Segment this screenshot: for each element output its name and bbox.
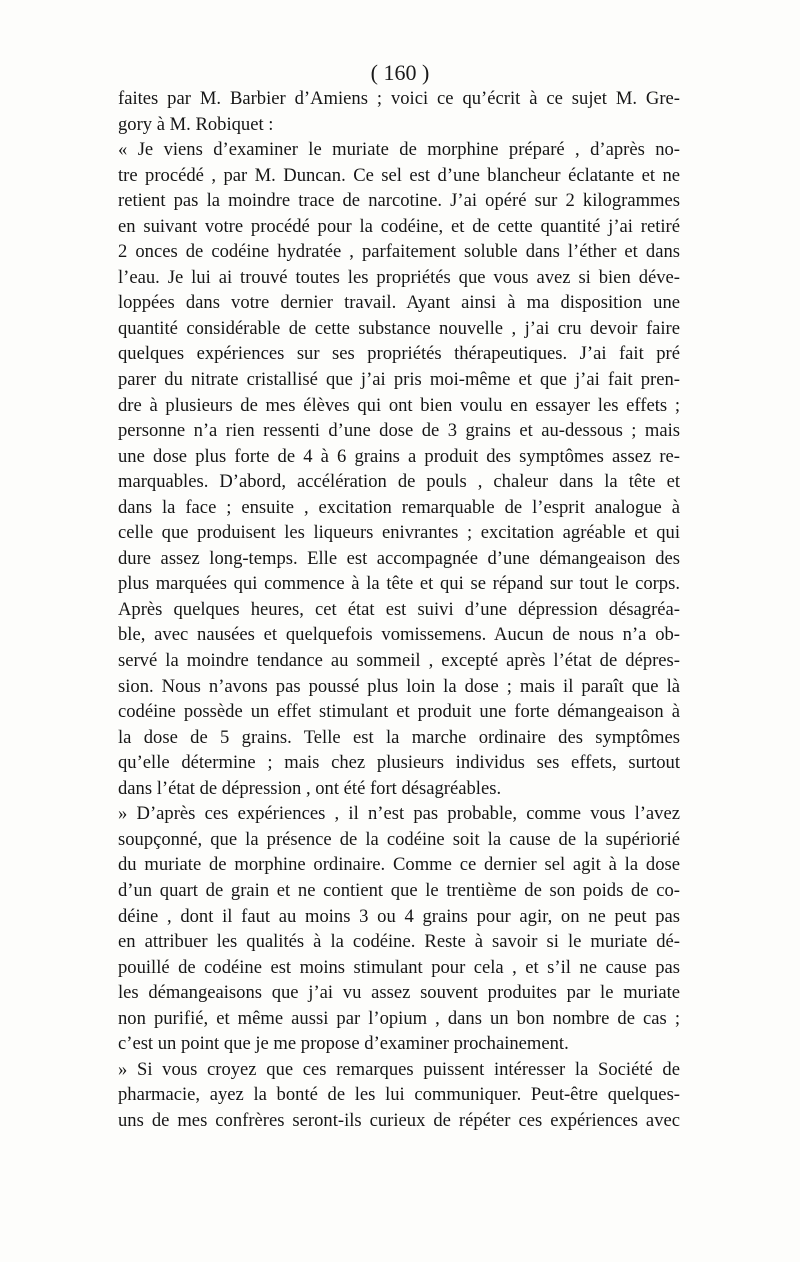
text-line: personne n’a rien ressenti d’une dose de 3 grains et au-dessous ; mais <box>118 420 680 442</box>
text-line: du muriate de morphine ordinaire. Comme ce dernier sel agit à la dose <box>118 854 680 876</box>
text-line: d’un quart de grain et ne contient que le trentième de son poids de co- <box>118 879 680 901</box>
text-line: ble, avec nausées et quelquefois vomissemens. Aucun de nous n’a ob- <box>118 624 680 646</box>
text-line: qu’elle détermine ; mais chez plusieurs individus ses effets, surtout <box>118 752 680 774</box>
text-line: uns de mes confrères seront-ils curieux de répéter ces expériences avec <box>118 1109 680 1131</box>
text-line: sion. Nous n’avons pas poussé plus loin la dose ; mais il paraît que là <box>118 675 680 697</box>
text-line: tre procédé , par M. Duncan. Ce sel est d’une blancheur éclatante et ne <box>118 164 680 186</box>
text-line: soupçonné, que la présence de la codéine soit la cause de la supériorié <box>118 828 680 850</box>
text-line: parer du nitrate cristallisé que j’ai pris moi-même et que j’ai fait pren- <box>118 369 680 391</box>
text-line: pouillé de codéine est moins stimulant pour cela , et s’il ne cause pas <box>118 956 680 978</box>
text-line: dans l’état de dépression , ont été fort désagréables. <box>118 777 502 799</box>
text-line: une dose plus forte de 4 à 6 grains a produit des symptômes assez re- <box>118 445 680 467</box>
text-line: » Si vous croyez que ces remarques puissent intéresser la Société de <box>118 1058 680 1080</box>
text-line: marquables. D’abord, accélération de pouls , chaleur dans la tête et <box>118 471 680 493</box>
body-text <box>118 86 680 1133</box>
text-line: dure assez long-temps. Elle est accompagnée d’une démangeaison des <box>118 547 680 569</box>
text-line: « Je viens d’examiner le muriate de morphine préparé , d’après no- <box>118 139 680 161</box>
text-line: en suivant votre procédé pour la codéine, et de cette quantité j’ai retiré <box>118 215 680 237</box>
text-line: Après quelques heures, cet état est suivi d’une dépression désagréa- <box>118 598 680 620</box>
text-line: celle que produisent les liqueurs enivrantes ; excitation agréable et qui <box>118 522 680 544</box>
text-line: codéine possède un effet stimulant et produit une forte démangeaison à <box>118 701 680 723</box>
text-line: déine , dont il faut au moins 3 ou 4 grains pour agir, on ne peut pas <box>118 905 680 927</box>
text-line: dre à plusieurs de mes élèves qui ont bien voulu en essayer les effets ; <box>118 394 680 416</box>
page-number: ( 160 ) <box>370 60 430 85</box>
text-line: loppées dans votre dernier travail. Ayant ainsi à ma disposition une <box>118 292 680 314</box>
text-line: servé la moindre tendance au sommeil , excepté après l’état de dépres- <box>118 650 680 672</box>
text-line: quantité considérable de cette substance nouvelle , j’ai cru devoir faire <box>118 317 680 339</box>
text-line: retient pas la moindre trace de narcotine. J’ai opéré sur 2 kilogrammes <box>118 190 680 212</box>
text-line: plus marquées qui commence à la tête et qui se répand sur tout le corps. <box>118 573 680 595</box>
text-line: non purifié, et même aussi par l’opium , dans un bon nombre de cas ; <box>118 1007 680 1029</box>
text-line: pharmacie, ayez la bonté de les lui communiquer. Peut-être quelques- <box>118 1084 680 1106</box>
text-line: la dose de 5 grains. Telle est la marche ordinaire des symptômes <box>118 726 680 748</box>
text-line: en attribuer les qualités à la codéine. Reste à savoir si le muriate dé- <box>118 931 680 953</box>
text-line: l’eau. Je lui ai trouvé toutes les propriétés que vous avez si bien déve- <box>118 266 680 288</box>
text-line: les démangeaisons que j’ai vu assez souvent produites par le muriate <box>118 982 680 1004</box>
text-line: quelques expériences sur ses propriétés thérapeutiques. J’ai fait pré <box>118 343 680 365</box>
text-line: dans la face ; ensuite , excitation remarquable de l’esprit analogue à <box>118 496 680 518</box>
text-line: » D’après ces expériences , il n’est pas probable, comme vous l’avez <box>118 803 680 825</box>
text-line: gory à M. Robiquet : <box>118 113 274 135</box>
text-line: faites par M. Barbier d’Amiens ; voici ce qu’écrit à ce sujet M. Gre- <box>118 88 680 109</box>
text-line: c’est un point que je me propose d’examiner prochainement. <box>118 1033 569 1055</box>
text-line: 2 onces de codéine hydratée , parfaitement soluble dans l’éther et dans <box>118 241 680 263</box>
